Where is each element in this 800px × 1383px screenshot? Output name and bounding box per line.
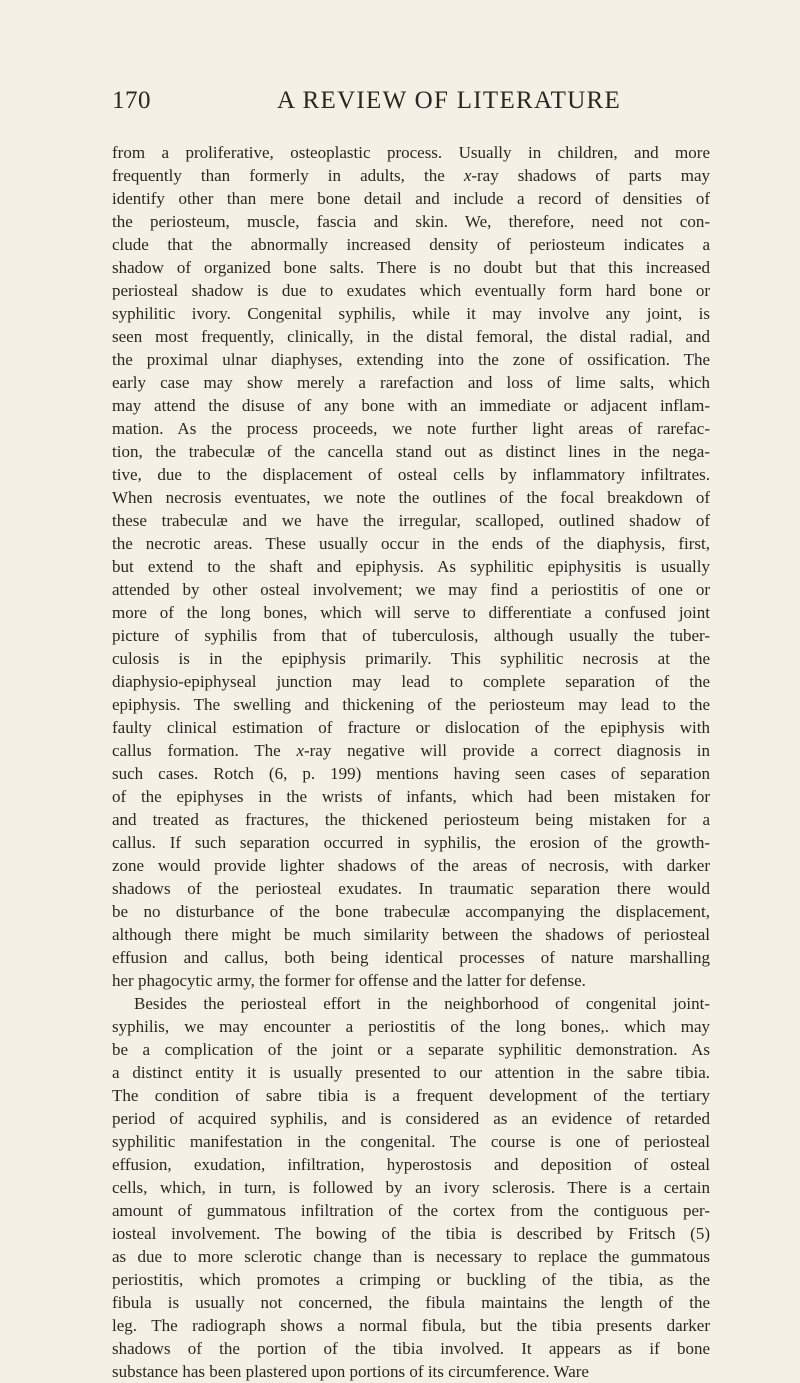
- text-line: callus. If such separation occurred in syphilis, the erosion of the growth-: [112, 833, 710, 852]
- text-line: mation. As the process proceeds, we note further light areas of rarefac-: [112, 419, 710, 438]
- text-line: period of acquired syphilis, and is considered as an evidence of retarded: [112, 1109, 710, 1128]
- text-line: early case may show merely a rarefaction and loss of lime salts, which: [112, 373, 710, 392]
- text-line: the periosteum, muscle, fascia and skin. We, therefore, need not con-: [112, 212, 710, 231]
- text-line: shadow of organized bone salts. There is no doubt but that this increased: [112, 258, 710, 277]
- text-line: amount of gummatous infiltration of the cortex from the contiguous per-: [112, 1201, 710, 1220]
- text-line: leg. The radiograph shows a normal fibula, but the tibia presents darker: [112, 1316, 710, 1335]
- text-line: a distinct entity it is usually presented to our attention in the sabre tibia.: [112, 1063, 710, 1082]
- text-line: frequently than formerly in adults, the x-ray shadows of parts may: [112, 166, 710, 185]
- text-line: When necrosis eventuates, we note the outlines of the focal breakdown of: [112, 488, 710, 507]
- text-line: effusion, exudation, infiltration, hyperostosis and deposition of osteal: [112, 1155, 710, 1174]
- text-line: substance has been plastered upon portions of its circumference. Ware: [112, 1362, 589, 1381]
- text-line: but extend to the shaft and epiphysis. As syphilitic epiphysitis is usually: [112, 557, 710, 576]
- text-line: and treated as fractures, the thickened periosteum being mistaken for a: [112, 810, 710, 829]
- text-line: syphilis, we may encounter a periostitis of the long bones,. which may: [112, 1017, 710, 1036]
- text-line: diaphysio-epiphyseal junction may lead to complete separation of the: [112, 672, 710, 691]
- text-line: her phagocytic army, the former for offense and the latter for defense.: [112, 971, 586, 990]
- text-line: be no disturbance of the bone trabeculæ accompanying the displacement,: [112, 902, 710, 921]
- text-line: effusion and callus, both being identical processes of nature marshalling: [112, 948, 710, 967]
- text-line: epiphysis. The swelling and thickening of the periosteum may lead to the: [112, 695, 710, 714]
- text-line: the necrotic areas. These usually occur in the ends of the diaphysis, first,: [112, 534, 710, 553]
- text-line: although there might be much similarity between the shadows of periosteal: [112, 925, 710, 944]
- text-line: picture of syphilis from that of tuberculosis, although usually the tuber-: [112, 626, 710, 645]
- page-header: [112, 87, 622, 117]
- text-line: clude that the abnormally increased density of periosteum indicates a: [112, 235, 710, 254]
- text-line: fibula is usually not concerned, the fibula maintains the length of the: [112, 1293, 710, 1312]
- text-line: zone would provide lighter shadows of the areas of necrosis, with darker: [112, 856, 710, 875]
- body-text: [112, 141, 710, 1383]
- text-line: iosteal involvement. The bowing of the tibia is described by Fritsch (5): [112, 1224, 710, 1243]
- text-line: may attend the disuse of any bone with an immediate or adjacent inflam-: [112, 396, 710, 415]
- text-line: identify other than mere bone detail and include a record of densities of: [112, 189, 710, 208]
- text-line: from a proliferative, osteoplastic process. Usually in children, and more: [112, 143, 710, 162]
- text-line: such cases. Rotch (6, p. 199) mentions having seen cases of separation: [112, 764, 710, 783]
- text-line: seen most frequently, clinically, in the distal femoral, the distal radial, and: [112, 327, 710, 346]
- text-line: callus formation. The x-ray negative will provide a correct diagnosis in: [112, 741, 711, 760]
- text-line: Besides the periosteal effort in the neighborhood of congenital joint-: [134, 994, 710, 1013]
- text-line: tive, due to the displacement of osteal cells by inflammatory infiltrates.: [112, 465, 710, 484]
- text-line: The condition of sabre tibia is a frequent development of the tertiary: [112, 1086, 710, 1105]
- text-line: attended by other osteal involvement; we may find a periostitis of one or: [112, 580, 710, 599]
- text-line: periostitis, which promotes a crimping or buckling of the tibia, as the: [112, 1270, 710, 1289]
- text-line: the proximal ulnar diaphyses, extending into the zone of ossification. The: [112, 350, 710, 369]
- text-line: be a complication of the joint or a separate syphilitic demonstration. As: [112, 1040, 710, 1059]
- text-line: periosteal shadow is due to exudates which eventually form hard bone or: [112, 281, 710, 300]
- page-number: 170: [112, 87, 151, 114]
- text-line: syphilitic manifestation in the congenital. The course is one of periosteal: [112, 1132, 710, 1151]
- text-line: shadows of the periosteal exudates. In traumatic separation there would: [112, 879, 710, 898]
- text-line: of the epiphyses in the wrists of infants, which had been mistaken for: [112, 787, 710, 806]
- text-line: culosis is in the epiphysis primarily. This syphilitic necrosis at the: [112, 649, 710, 668]
- text-line: faulty clinical estimation of fracture or dislocation of the epiphysis with: [112, 718, 710, 737]
- running-head: A REVIEW OF LITERATURE: [277, 87, 622, 114]
- text-line: as due to more sclerotic change than is necessary to replace the gummatous: [112, 1247, 710, 1266]
- text-line: more of the long bones, which will serve to differentiate a confused joint: [112, 603, 710, 622]
- text-line: syphilitic ivory. Congenital syphilis, while it may involve any joint, is: [112, 304, 710, 323]
- text-line: tion, the trabeculæ of the cancella stand out as distinct lines in the nega-: [112, 442, 710, 461]
- text-line: these trabeculæ and we have the irregular, scalloped, outlined shadow of: [112, 511, 710, 530]
- text-line: shadows of the portion of the tibia involved. It appears as if bone: [112, 1339, 710, 1358]
- text-line: cells, which, in turn, is followed by an ivory sclerosis. There is a certain: [112, 1178, 710, 1197]
